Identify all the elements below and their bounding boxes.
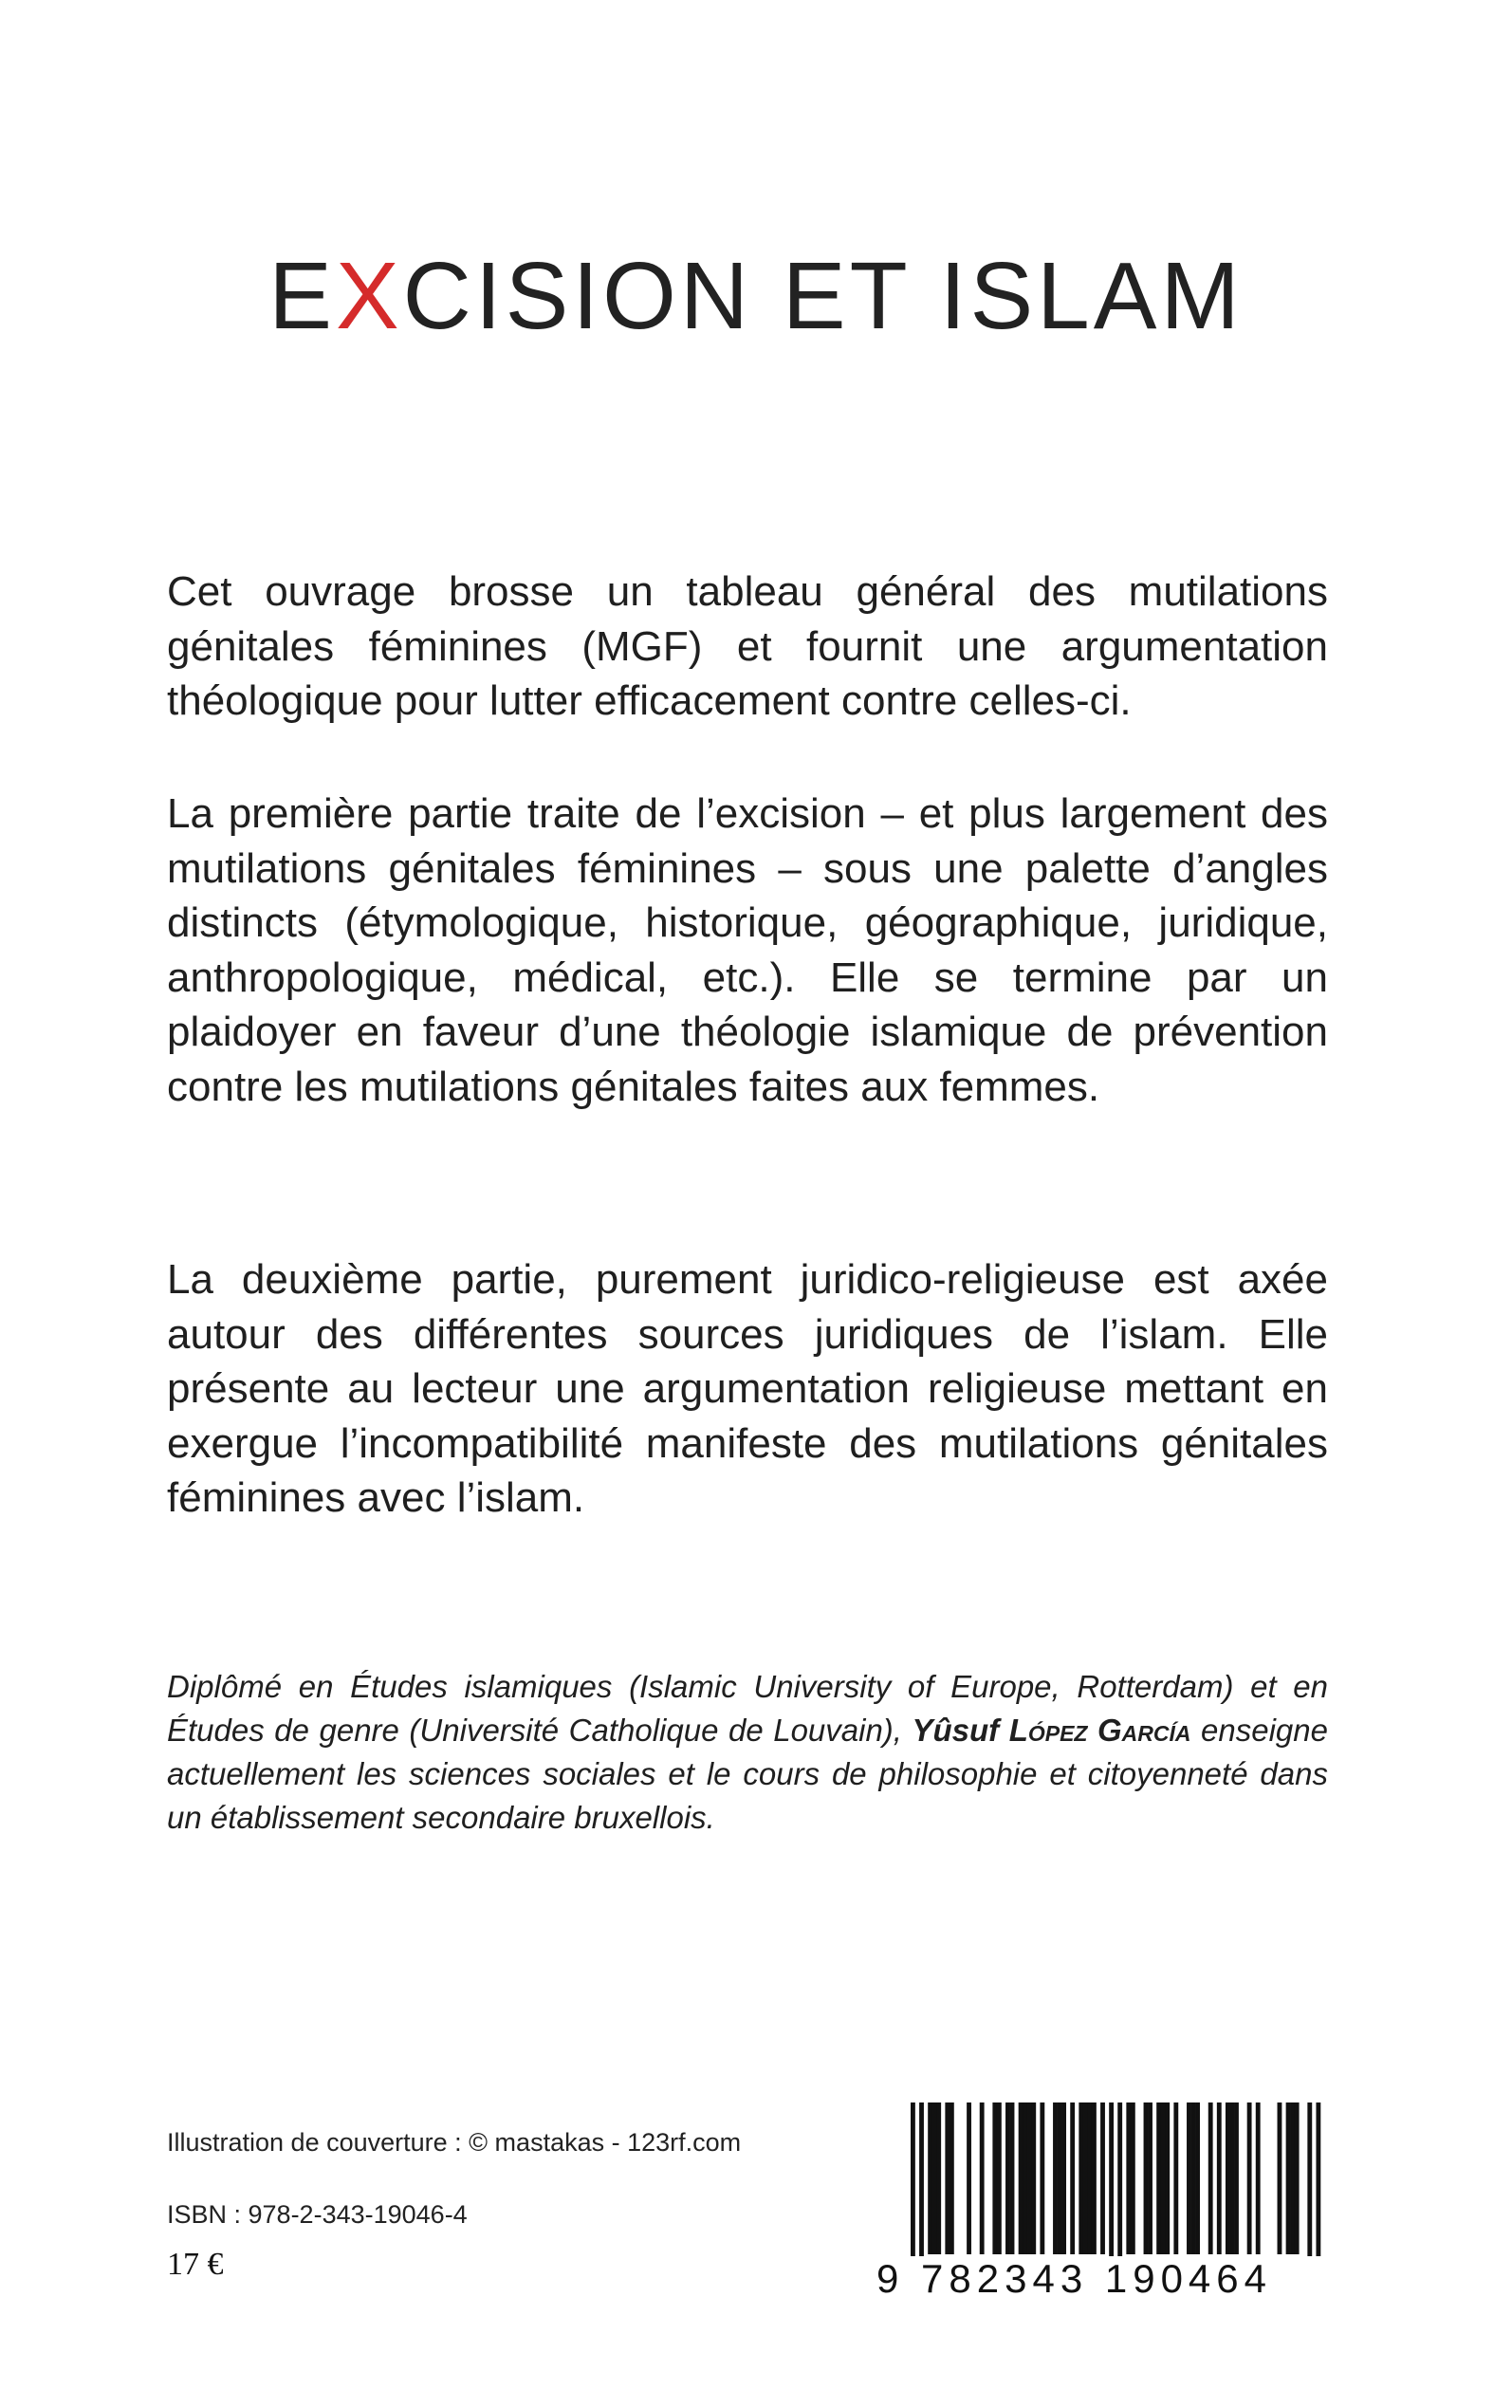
summary-paragraph-1: Cet ouvrage brosse un tableau général des mutilations génitales féminines (MGF) et fournit une argumentation théologique pour lutter efficacement contre celles-ci. — [167, 568, 1328, 724]
author-name — [913, 1713, 1191, 1748]
barcode-bar — [1079, 2102, 1083, 2254]
barcode-bar — [1156, 2102, 1161, 2254]
barcode-bar — [1126, 2102, 1131, 2254]
barcode-bar — [950, 2102, 954, 2254]
barcode-bar — [1278, 2102, 1282, 2254]
book-title — [0, 242, 1512, 351]
barcode-bar — [1092, 2102, 1097, 2254]
barcode-bar — [1144, 2102, 1149, 2254]
barcode-bar — [1027, 2102, 1032, 2254]
barcode-bar — [1058, 2102, 1062, 2254]
barcode-bar — [1040, 2102, 1044, 2254]
barcode-bar — [1295, 2102, 1300, 2254]
summary-paragraph-2: La première partie traite de l’excision – et plus largement des mutilations génitales féminines – sous une palette d’angles distincts (étymologique, historique, géographique, juridique, anthropologique, médical, etc.). Elle se termine par un plaidoyer en faveur d’une théologie islamique de prévention contre les mutilations génitales faites aux femmes. — [167, 790, 1328, 1110]
barcode-digits: 9 782343 190464 — [873, 2256, 1332, 2302]
barcode-bar — [1230, 2102, 1235, 2254]
isbn: ISBN : 978-2-343-19046-4 — [167, 2200, 468, 2229]
barcode-bar — [1005, 2102, 1010, 2254]
barcode-bar — [1217, 2102, 1222, 2254]
barcode-bar — [980, 2102, 985, 2254]
barcode-bar — [1187, 2102, 1191, 2254]
barcode-bar — [1161, 2102, 1166, 2254]
barcode-bar — [945, 2102, 950, 2254]
barcode-bar — [1010, 2102, 1015, 2254]
barcode-bar — [1208, 2102, 1213, 2254]
barcode-bar — [1256, 2102, 1261, 2254]
barcode-bar — [1061, 2102, 1066, 2254]
barcode-bar — [1070, 2102, 1075, 2254]
author-last-name: López García — [1008, 1713, 1191, 1748]
barcode-bar — [928, 2102, 932, 2254]
illustration-credit: Illustration de couverture : © mastakas - 123rf.com — [167, 2128, 742, 2157]
barcode-bar — [992, 2102, 997, 2254]
barcode-bar — [1286, 2102, 1291, 2254]
barcode-bar — [1247, 2102, 1252, 2254]
author-bio — [167, 1665, 1328, 1840]
barcode-bar — [1234, 2102, 1239, 2254]
barcode-bar — [936, 2102, 941, 2254]
barcode-bar — [1195, 2102, 1200, 2254]
barcode-bar — [1100, 2102, 1105, 2254]
bio-text-before: Diplômé en Études islamiques (Islamic University of Europe, Rotterdam) et en Études de genre (Université Catholique de Louvain), — [167, 1669, 1328, 1748]
barcode-bar — [1226, 2102, 1230, 2254]
price: 17 € — [167, 2247, 224, 2282]
barcode-bar — [967, 2102, 971, 2254]
title-suffix: CISION ET ISLAM — [402, 243, 1244, 349]
barcode-bar — [1173, 2102, 1178, 2254]
barcode-bar — [1053, 2102, 1058, 2254]
title-prefix: E — [268, 243, 336, 349]
barcode-bar — [1191, 2102, 1196, 2254]
barcode-bar — [1031, 2102, 1036, 2254]
barcode-bar — [1148, 2102, 1152, 2254]
barcode-bar — [1131, 2102, 1135, 2254]
bio-text-after: enseigne actuellement les sciences sociales et le cours de philosophie et citoyenneté dans un établissement secondaire bruxellois. — [167, 1713, 1328, 1835]
barcode-bar — [932, 2102, 937, 2254]
barcode-bar — [1290, 2102, 1295, 2254]
author-first-name: Yûsuf — [912, 1713, 1000, 1748]
barcode-bar — [1087, 2102, 1092, 2254]
barcode-bar — [997, 2102, 1002, 2254]
title-accent-letter: X — [335, 243, 403, 349]
barcode-bar — [1023, 2102, 1027, 2254]
summary-paragraph-3: La deuxième partie, purement juridico-religieuse est axée autour des différentes sources juridiques de l’islam. Elle présente au lecteur une argumentation religieuse mettant en exergue l’incompatibilité manifeste des mutilations génitales féminines avec l’islam. — [167, 1256, 1328, 1521]
barcode-bar — [1165, 2102, 1170, 2254]
barcode-bar — [1019, 2102, 1023, 2254]
barcode-bar — [1083, 2102, 1088, 2254]
